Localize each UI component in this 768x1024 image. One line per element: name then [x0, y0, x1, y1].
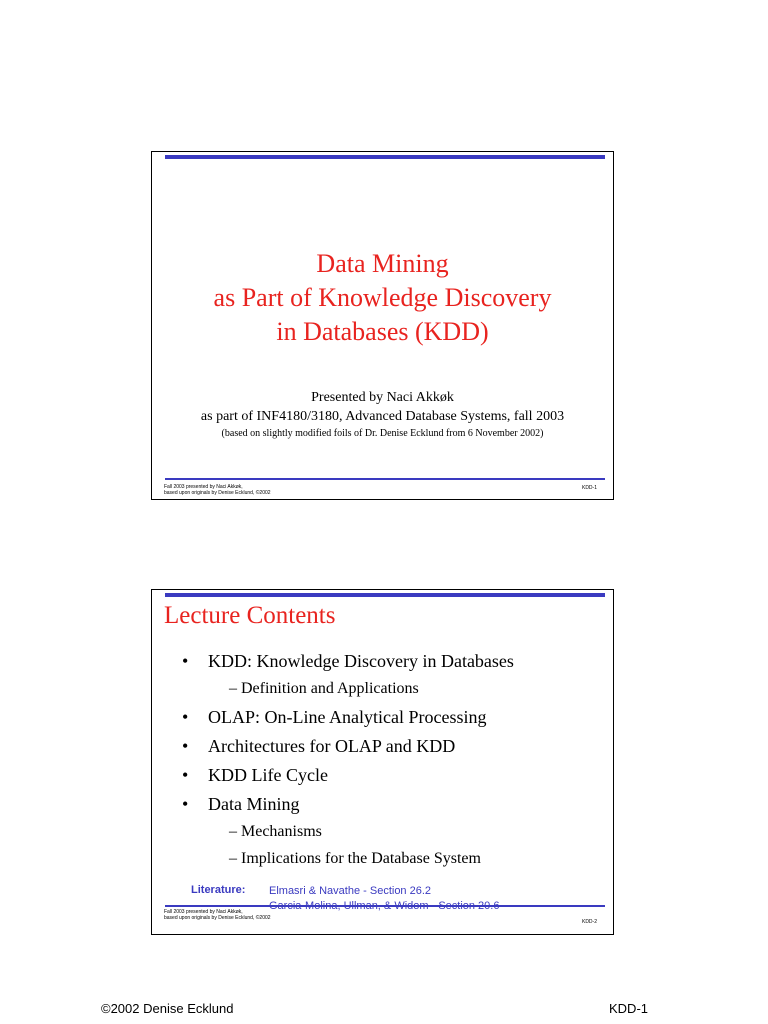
source-note: (based on slightly modified foils of Dr. Denise Ecklund from 6 November 2002) — [221, 428, 544, 439]
slide-1-title — [152, 247, 613, 349]
title-line: as Part of Knowledge Discovery — [213, 283, 552, 312]
course-line: as part of INF4180/3180, Advanced Database Systems, fall 2003 — [200, 409, 565, 424]
literature-label: Literature: — [191, 884, 246, 896]
literature-ref: Elmasri & Navathe - Section 26.2 — [269, 885, 432, 897]
bullet: • — [182, 651, 189, 671]
bullet: • — [182, 765, 189, 785]
sub-item — [182, 848, 602, 875]
title-line: Data Mining — [316, 249, 449, 278]
footer-line: Fall 2003 presented by Naci Akkøk, — [164, 909, 243, 915]
list-item — [182, 705, 602, 734]
slide-2 — [151, 589, 614, 935]
bullet: • — [182, 736, 189, 756]
sub-item — [182, 821, 602, 848]
list-item — [182, 734, 602, 763]
footer-line: based upon originals by Denise Ecklund, ©2002 — [164, 490, 271, 496]
page-footer-copyright: ©2002 Denise Ecklund — [101, 1001, 234, 1016]
list-item-text: OLAP: On-Line Analytical Processing — [208, 707, 487, 727]
sub-item — [182, 678, 602, 705]
list-item — [182, 763, 602, 792]
top-rule — [165, 593, 605, 597]
slide-2-title: Lecture Contents — [164, 602, 336, 629]
list-item-text: KDD: Knowledge Discovery in Databases — [208, 651, 514, 671]
contents-list — [182, 649, 602, 875]
presenter-line: Presented by Naci Akkøk — [311, 390, 454, 405]
slide-1 — [151, 151, 614, 500]
list-item — [182, 649, 602, 678]
bottom-rule — [165, 478, 605, 480]
bottom-rule — [165, 905, 605, 907]
list-item — [182, 792, 602, 821]
slide-footer-left — [164, 909, 271, 921]
slide-number: KDD-2 — [581, 919, 597, 925]
sub-item-text: – Definition and Applications — [229, 680, 419, 697]
list-item-text: KDD Life Cycle — [208, 765, 328, 785]
page-footer-number: KDD-1 — [609, 1001, 649, 1016]
list-item-text: Data Mining — [208, 794, 300, 814]
title-line: in Databases (KDD) — [276, 317, 489, 346]
literature-refs — [269, 884, 499, 914]
list-item-text: Architectures for OLAP and KDD — [208, 736, 456, 756]
slide-number: KDD-1 — [581, 485, 597, 491]
sub-item-text: – Mechanisms — [229, 823, 322, 840]
footer-line: based upon originals by Denise Ecklund, ©2002 — [164, 915, 271, 921]
slide-footer-left — [164, 484, 271, 496]
bullet: • — [182, 794, 189, 814]
presenter-block — [152, 388, 613, 426]
bullet: • — [182, 707, 189, 727]
top-rule — [165, 155, 605, 159]
footer-line: Fall 2003 presented by Naci Akkøk, — [164, 484, 243, 490]
sub-item-text: – Implications for the Database System — [229, 850, 481, 867]
